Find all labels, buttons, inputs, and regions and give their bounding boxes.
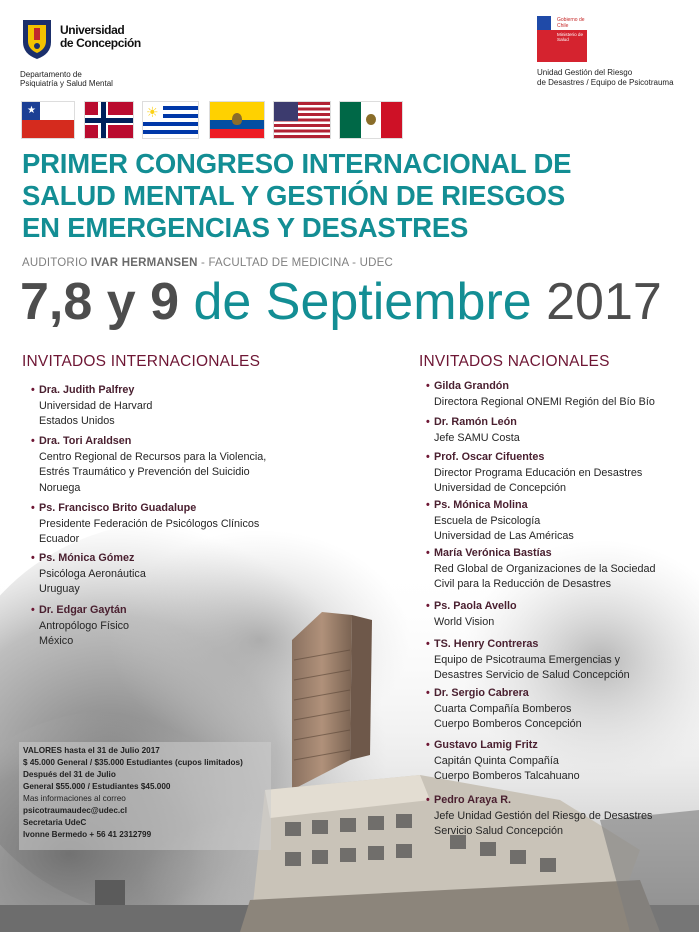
flag-uruguay-icon: ☀ bbox=[143, 102, 198, 138]
guest-affiliation: Jefe Unidad Gestión del Riesgo de Desastres bbox=[434, 809, 653, 822]
bullet-icon: • bbox=[31, 502, 35, 514]
contact-email[interactable]: psicotraumaudec@udec.cl bbox=[23, 806, 127, 815]
gobierno-chile-logo: Gobierno de Chile Ministerio de Salud bbox=[537, 16, 587, 62]
congress-title: PRIMER CONGRESO INTERNACIONAL DE SALUD MENTAL Y GESTIÓN DE RIESGOS EN EMERGENCIAS Y DESASTRES bbox=[22, 148, 572, 243]
flag-norway-icon bbox=[85, 102, 133, 138]
guest-affiliation: Universidad de Concepción bbox=[434, 482, 567, 494]
bullet-icon: • bbox=[426, 451, 430, 463]
guest-name: Ps. Mónica Molina bbox=[434, 499, 528, 511]
guest-item bbox=[426, 738, 580, 785]
guest-name: TS. Henry Contreras bbox=[434, 638, 539, 650]
guest-affiliation: Equipo de Psicotrauma Emergencias y bbox=[434, 653, 621, 666]
guest-name: Dr. Ramón León bbox=[434, 416, 517, 428]
unit-label: Unidad Gestión del Riesgo de Desastres / Equipo de Psicotrauma bbox=[537, 68, 674, 87]
prices-info-box: VALORES hasta el 31 de Julio 2017 $ 45.000 General / $35.000 Estudiantes (cupos limitados) Después del 31 de Julio General $55.000 / Estudiantes $45.000 Mas informaciones al correo psicotraumaudec@udec.cl Secretaria UdeC Ivonne Bermedo + 56 41 2312799 bbox=[19, 742, 271, 850]
guest-name: Ps. Francisco Brito Guadalupe bbox=[39, 502, 197, 514]
guest-affiliation: World Vision bbox=[434, 615, 495, 628]
guest-affiliation: Cuerpo Bomberos Concepción bbox=[434, 718, 582, 730]
gov-logo-blue-block bbox=[537, 16, 551, 30]
guest-affiliation: Universidad de Las Américas bbox=[434, 530, 574, 542]
guest-name: Dra. Judith Palfrey bbox=[39, 384, 135, 396]
bullet-icon: • bbox=[426, 416, 430, 428]
bullet-icon: • bbox=[426, 739, 430, 751]
guest-affiliation: Estados Unidos bbox=[39, 415, 115, 427]
guest-affiliation: Cuarta Compañía Bomberos bbox=[434, 702, 572, 715]
flag-ecuador-icon bbox=[210, 102, 264, 138]
guest-item bbox=[426, 415, 520, 446]
venue-line: AUDITORIO IVAR HERMANSEN - FACULTAD DE MEDICINA - UDEC bbox=[22, 257, 393, 269]
guest-affiliation: Psicóloga Aeronáutica bbox=[39, 567, 146, 580]
flag-usa-icon bbox=[274, 102, 330, 138]
udec-crest-icon bbox=[20, 18, 54, 60]
guest-item bbox=[31, 603, 130, 650]
guest-item bbox=[426, 450, 643, 497]
guest-name: Dra. Tori Araldsen bbox=[39, 435, 132, 447]
bullet-icon: • bbox=[31, 384, 35, 396]
guest-affiliation: Estrés Traumático y Prevención del Suicidio bbox=[39, 466, 250, 478]
guest-name: Gilda Grandón bbox=[434, 380, 509, 392]
university-name: Universidad de Concepción bbox=[60, 23, 141, 50]
guest-item bbox=[31, 434, 267, 496]
bullet-icon: • bbox=[426, 687, 430, 699]
bullet-icon: • bbox=[31, 435, 35, 447]
guest-affiliation: Directora Regional ONEMI Región del Bío Bío bbox=[434, 395, 655, 408]
guest-affiliation: Director Programa Educación en Desastres bbox=[434, 466, 643, 479]
guest-name: Dr. Edgar Gaytán bbox=[39, 604, 127, 616]
guest-name: María Verónica Bastías bbox=[434, 547, 552, 559]
guest-affiliation: Civil para la Reducción de Desastres bbox=[434, 578, 612, 590]
guest-affiliation: Servicio Salud Concepción bbox=[434, 825, 564, 837]
bullet-icon: • bbox=[31, 552, 35, 564]
guest-item bbox=[426, 379, 655, 410]
guest-affiliation: Jefe SAMU Costa bbox=[434, 431, 520, 444]
guest-affiliation: Universidad de Harvard bbox=[39, 399, 153, 412]
department-label: Departamento de Psiquiatría y Salud Mental bbox=[20, 70, 113, 88]
bullet-icon: • bbox=[426, 380, 430, 392]
udec-logo bbox=[20, 18, 150, 70]
guest-name: Gustavo Lamig Fritz bbox=[434, 739, 538, 751]
guest-item bbox=[426, 686, 582, 733]
guest-affiliation: Red Global de Organizaciones de la Sociedad bbox=[434, 562, 656, 575]
bullet-icon: • bbox=[426, 638, 430, 650]
guest-affiliation: Noruega bbox=[39, 481, 81, 494]
flag-mexico-icon bbox=[340, 102, 402, 138]
guest-affiliation: Centro Regional de Recursos para la Violencia, bbox=[39, 450, 267, 463]
guest-affiliation: Cuerpo Bomberos Talcahuano bbox=[434, 770, 580, 782]
bullet-icon: • bbox=[426, 547, 430, 559]
guest-name: Dr. Sergio Cabrera bbox=[434, 687, 529, 699]
guest-item bbox=[426, 637, 630, 684]
flag-chile-icon: ★ bbox=[22, 102, 74, 138]
guest-affiliation: México bbox=[39, 635, 74, 647]
bullet-icon: • bbox=[426, 794, 430, 806]
guest-affiliation: Desastres Servicio de Salud Concepción bbox=[434, 669, 630, 681]
guest-item bbox=[31, 551, 146, 598]
national-guests-heading: INVITADOS NACIONALES bbox=[419, 353, 610, 370]
guest-item bbox=[31, 383, 153, 430]
bullet-icon: • bbox=[426, 600, 430, 612]
guest-affiliation: Capitán Quinta Compañía bbox=[434, 754, 559, 767]
guest-affiliation: Presidente Federación de Psicólogos Clínicos bbox=[39, 517, 260, 530]
guest-item bbox=[426, 546, 656, 593]
guest-affiliation: Ecuador bbox=[39, 533, 80, 545]
guest-affiliation: Antropólogo Físico bbox=[39, 619, 130, 632]
bullet-icon: • bbox=[31, 604, 35, 616]
bullet-icon: • bbox=[426, 499, 430, 511]
international-guests-heading: INVITADOS INTERNACIONALES bbox=[22, 353, 261, 370]
guest-item bbox=[426, 498, 574, 545]
guest-name: Ps. Mónica Gómez bbox=[39, 552, 135, 564]
guest-item bbox=[31, 501, 260, 548]
guest-name: Ps. Paola Avello bbox=[434, 600, 517, 612]
guest-affiliation: Uruguay bbox=[39, 583, 80, 595]
guest-item bbox=[426, 793, 653, 840]
event-date: 7,8 y 9 de Septiembre 2017 bbox=[20, 273, 662, 331]
guest-item bbox=[426, 599, 517, 630]
guest-affiliation: Escuela de Psicología bbox=[434, 514, 541, 527]
guest-name: Pedro Araya R. bbox=[434, 794, 512, 806]
guest-name: Prof. Oscar Cifuentes bbox=[434, 451, 545, 463]
